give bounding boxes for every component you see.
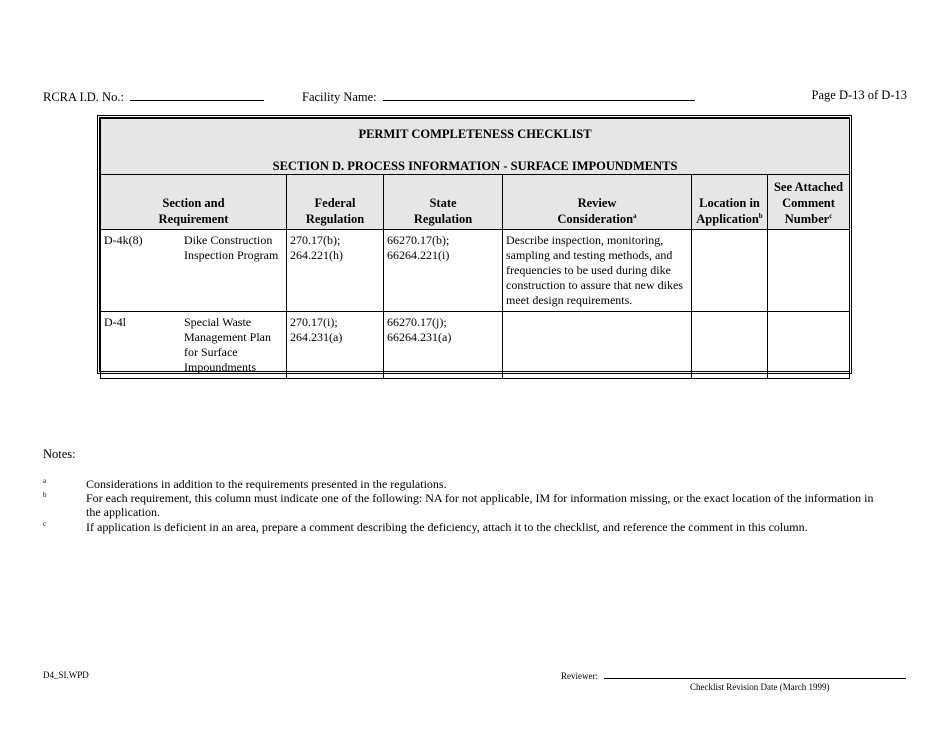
reviewer-label: Reviewer: bbox=[561, 671, 598, 681]
facility-name-blank bbox=[383, 88, 695, 101]
table-row bbox=[101, 230, 850, 312]
facility-name-field bbox=[302, 88, 695, 105]
table-title: PERMIT COMPLETENESS CHECKLIST bbox=[358, 127, 592, 141]
row-federal: 270.17(b); 264.221(h) bbox=[287, 230, 384, 312]
note-item bbox=[43, 520, 883, 534]
revision-date: Checklist Revision Date (March 1999) bbox=[690, 682, 830, 692]
reviewer-field bbox=[561, 670, 906, 681]
row-state: 66270.17(j); 66264.231(a) bbox=[384, 312, 503, 379]
row-federal: 270.17(i); 264.231(a) bbox=[287, 312, 384, 379]
row-state: 66270.17(b); 66264.221(i) bbox=[384, 230, 503, 312]
note-item bbox=[43, 477, 883, 491]
row-comment bbox=[768, 230, 850, 312]
page-number: Page D-13 of D-13 bbox=[811, 88, 907, 102]
rcra-id-field bbox=[43, 88, 264, 105]
table-row bbox=[101, 312, 850, 379]
row-code: D-4k(8) bbox=[104, 233, 143, 247]
file-name: D4_SI.WPD bbox=[43, 670, 89, 680]
notes-title: Notes: bbox=[43, 447, 76, 461]
col-federal-regulation: Federal Regulation bbox=[287, 175, 384, 230]
checklist-table bbox=[97, 115, 852, 374]
col-review-consideration: Review Consideration$^a$ bbox=[503, 175, 692, 230]
rcra-id-blank bbox=[130, 88, 264, 101]
col-comment-number: See Attached Comment Number$^c$ bbox=[768, 175, 850, 230]
note-text: For each requirement, this column must indicate one of the following: NA for not applicable, IM for information missing, or the exact location of the information in the application. bbox=[86, 491, 874, 519]
row-requirement: Dike Construction Inspection Program bbox=[184, 233, 279, 262]
rcra-id-label: RCRA I.D. No.: bbox=[43, 90, 124, 104]
note-mark: a bbox=[43, 477, 47, 485]
note-text: If application is deficient in an area, prepare a comment describing the deficiency, attach it to the checklist, and reference the comment in this column. bbox=[86, 520, 808, 534]
row-comment bbox=[768, 312, 850, 379]
note-item bbox=[43, 491, 883, 519]
table-subtitle: SECTION D. PROCESS INFORMATION - SURFACE IMPOUNDMENTS bbox=[272, 159, 678, 173]
row-review bbox=[503, 312, 692, 379]
note-text: Considerations in addition to the requirements presented in the regulations. bbox=[86, 477, 447, 491]
note-mark: b bbox=[43, 491, 47, 499]
col-state-regulation: State Regulation bbox=[384, 175, 503, 230]
row-location bbox=[692, 230, 768, 312]
row-code: D-4l bbox=[104, 315, 126, 329]
reviewer-blank bbox=[604, 670, 906, 679]
col-location-in-application: Location in Application$^b$ bbox=[692, 175, 768, 230]
row-location bbox=[692, 312, 768, 379]
row-review: Describe inspection, monitoring, sampling and testing methods, and frequencies to be used during dike construction to assure that new dikes meet design requirements. bbox=[503, 230, 692, 312]
note-mark: c bbox=[43, 520, 47, 528]
facility-name-label: Facility Name: bbox=[302, 90, 377, 104]
table-title-row bbox=[101, 119, 850, 175]
column-header-row bbox=[101, 175, 850, 230]
col-section-requirement: Section and Requirement bbox=[101, 175, 287, 230]
row-requirement: Special Waste Management Plan for Surface Impoundments bbox=[184, 315, 271, 374]
